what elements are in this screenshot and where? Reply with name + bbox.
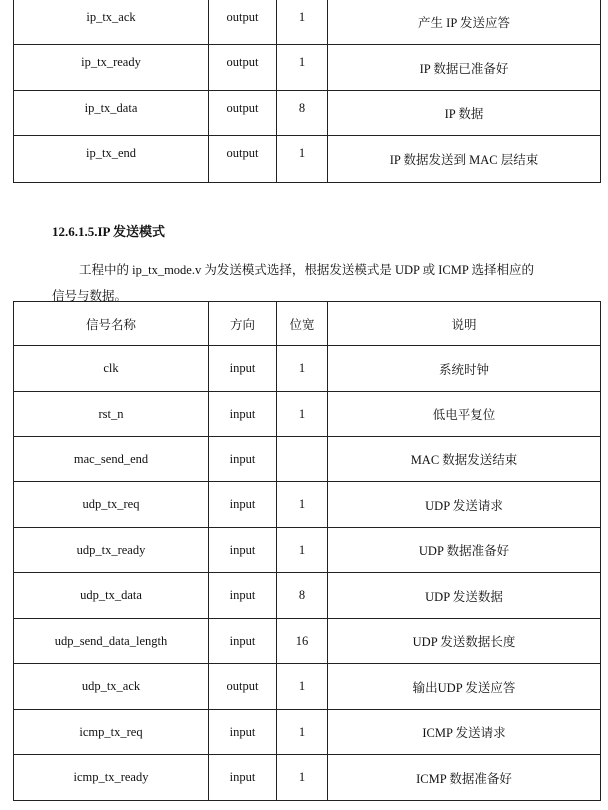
direction-cell: output	[209, 136, 277, 183]
signal-table-top	[13, 0, 601, 183]
description-cell: ICMP 数据准备好	[328, 755, 601, 801]
width-cell: 1	[277, 0, 328, 45]
signal-name-cell: ip_tx_ack	[14, 0, 209, 45]
table-header-row	[14, 302, 601, 346]
direction-cell: input	[209, 528, 277, 573]
signal-name-cell: udp_tx_ack	[14, 664, 209, 710]
direction-cell: input	[209, 573, 277, 619]
ip-tx-mode-signal-table	[13, 301, 601, 801]
direction-cell: output	[209, 664, 277, 710]
description-cell: MAC 数据发送结束	[328, 437, 601, 482]
description-cell: IP 数据发送到 MAC 层结束	[328, 136, 601, 183]
width-cell: 8	[277, 91, 328, 136]
table-row	[14, 136, 601, 183]
table-row	[14, 437, 601, 482]
table-row	[14, 392, 601, 437]
description-cell: UDP 发送数据长度	[328, 619, 601, 664]
signal-name-cell: rst_n	[14, 392, 209, 437]
table-row	[14, 664, 601, 710]
table-row	[14, 573, 601, 619]
direction-cell: output	[209, 91, 277, 136]
width-cell: 1	[277, 136, 328, 183]
direction-cell: input	[209, 710, 277, 755]
table-row	[14, 346, 601, 392]
table-row	[14, 482, 601, 528]
section-heading: 12.6.1.5.IP 发送模式	[52, 224, 166, 239]
description-cell: 说明	[328, 302, 601, 346]
width-cell: 8	[277, 573, 328, 619]
description-cell: IP 数据已准备好	[328, 45, 601, 91]
signal-name-cell: clk	[14, 346, 209, 392]
width-cell	[277, 437, 328, 482]
description-cell: 系统时钟	[328, 346, 601, 392]
width-cell: 1	[277, 392, 328, 437]
description-cell: 输出UDP 发送应答	[328, 664, 601, 710]
signal-name-cell: udp_tx_req	[14, 482, 209, 528]
width-cell: 1	[277, 710, 328, 755]
signal-name-cell: udp_tx_data	[14, 573, 209, 619]
table-row	[14, 528, 601, 573]
signal-name-cell: 信号名称	[14, 302, 209, 346]
table-row	[14, 619, 601, 664]
width-cell: 1	[277, 664, 328, 710]
table-row	[14, 755, 601, 801]
direction-cell: input	[209, 437, 277, 482]
paragraph-line-1: 工程中的 ip_tx_mode.v 为发送模式选择，根据发送模式是 UDP 或 ICMP 选择相应的	[79, 263, 534, 277]
description-cell: IP 数据	[328, 91, 601, 136]
direction-cell: input	[209, 482, 277, 528]
width-cell: 1	[277, 528, 328, 573]
direction-cell: input	[209, 755, 277, 801]
direction-cell: input	[209, 619, 277, 664]
signal-name-cell: udp_send_data_length	[14, 619, 209, 664]
description-cell: 低电平复位	[328, 392, 601, 437]
table-row	[14, 710, 601, 755]
width-cell: 1	[277, 45, 328, 91]
direction-cell: input	[209, 392, 277, 437]
signal-name-cell: ip_tx_data	[14, 91, 209, 136]
width-cell: 位宽	[277, 302, 328, 346]
signal-name-cell: mac_send_end	[14, 437, 209, 482]
signal-name-cell: icmp_tx_ready	[14, 755, 209, 801]
signal-name-cell: ip_tx_ready	[14, 45, 209, 91]
table-row	[14, 91, 601, 136]
direction-cell: input	[209, 346, 277, 392]
direction-cell: 方向	[209, 302, 277, 346]
description-cell: ICMP 发送请求	[328, 710, 601, 755]
description-cell: UDP 发送请求	[328, 482, 601, 528]
width-cell: 1	[277, 346, 328, 392]
description-cell: UDP 数据准备好	[328, 528, 601, 573]
width-cell: 16	[277, 619, 328, 664]
description-cell: UDP 发送数据	[328, 573, 601, 619]
table-row	[14, 0, 601, 45]
width-cell: 1	[277, 755, 328, 801]
direction-cell: output	[209, 45, 277, 91]
signal-name-cell: ip_tx_end	[14, 136, 209, 183]
signal-name-cell: icmp_tx_req	[14, 710, 209, 755]
description-cell: 产生 IP 发送应答	[328, 0, 601, 45]
table-row	[14, 45, 601, 91]
direction-cell: output	[209, 0, 277, 45]
signal-name-cell: udp_tx_ready	[14, 528, 209, 573]
width-cell: 1	[277, 482, 328, 528]
paragraph-line-2: 信号与数据。	[52, 289, 128, 303]
